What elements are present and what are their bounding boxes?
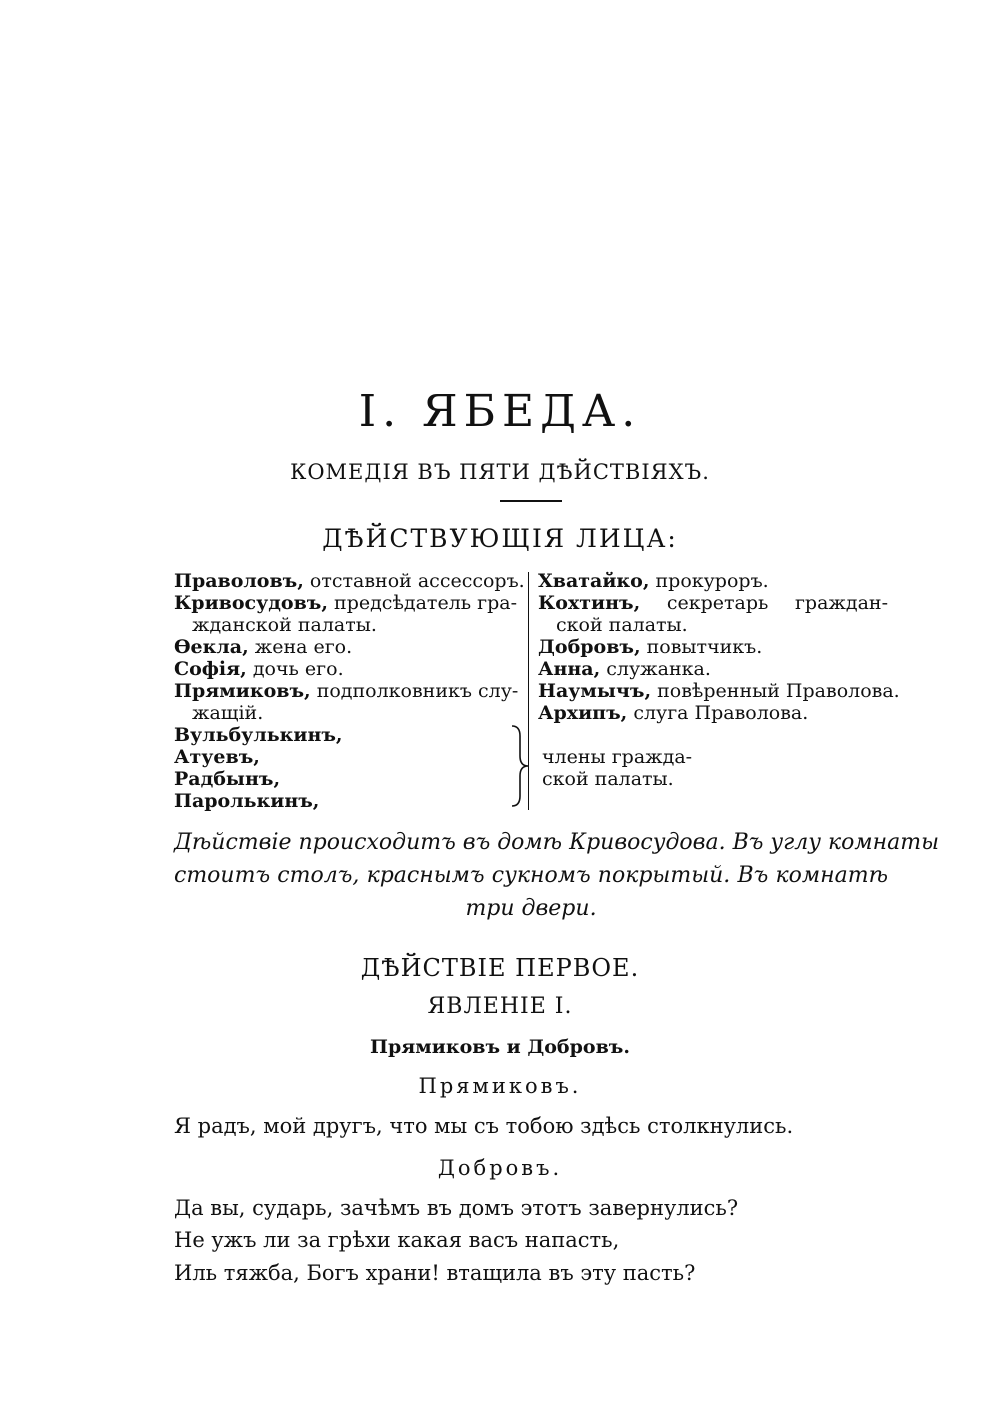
character-description: подполковникъ слу- (310, 680, 519, 702)
stage-direction-line: три двери. (465, 896, 597, 921)
character-name: Паролькинъ, (174, 790, 320, 812)
scene-characters: Прямиковъ и Добровъ. (370, 1036, 630, 1058)
character-name: Софія, (174, 658, 247, 680)
character-name: Ѳекла, (174, 636, 249, 658)
title-divider (500, 500, 562, 502)
character-name: Наумычъ, (538, 680, 652, 702)
stage-direction (174, 826, 940, 925)
member-names (174, 724, 343, 812)
play-subtitle: КОМЕДІЯ ВЪ ПЯТИ ДѢЙСТВІЯХЪ. (290, 460, 710, 484)
cast-entry (174, 592, 518, 614)
personae-heading: ДѢЙСТВУЮЩІЯ ЛИЦА: (322, 524, 678, 553)
character-description: повѣренный Праволова. (651, 680, 900, 702)
cast-entry (538, 592, 888, 614)
character-description: служанка. (600, 658, 711, 680)
cast-entry-continuation (174, 614, 514, 636)
character-description: секретарь граждан- (640, 592, 888, 614)
cast-entry (538, 570, 888, 592)
cast-entry (538, 702, 888, 724)
character-name: Радбынъ, (174, 768, 281, 790)
column-divider (528, 572, 529, 810)
verse-line: Да вы, сударь, зачѣмъ въ домъ этотъ завернулись? (174, 1196, 739, 1220)
cast-entry (538, 636, 888, 658)
character-description: ской палаты. (556, 614, 688, 636)
cast-entry-continuation (538, 614, 888, 636)
verse-line: Не ужъ ли за грѣхи какая васъ напасть, (174, 1228, 620, 1252)
character-description: прокуроръ. (649, 570, 769, 592)
character-name: Добровъ, (538, 636, 641, 658)
verse-line: Я радъ, мой другъ, что мы съ тобою здѣсь столкнулись. (174, 1114, 794, 1138)
character-name: Кохтинъ, (538, 592, 641, 614)
character-description: жащій. (192, 702, 264, 724)
speaker-name: Добровъ. (437, 1156, 563, 1180)
character-description: повытчикъ. (640, 636, 763, 658)
verse-line: Иль тяжба, Богъ храни! втащила въ эту пасть? (174, 1261, 696, 1285)
cast-entry (174, 658, 514, 680)
cast-entry (538, 658, 888, 680)
member-description-line: ской палаты. (542, 768, 674, 790)
character-name: Анна, (538, 658, 601, 680)
speaker-name: Прямиковъ. (418, 1074, 582, 1098)
character-description: жена его. (248, 636, 353, 658)
cast-entry (174, 570, 525, 592)
character-description: предсѣдатель гра- (328, 592, 518, 614)
member-description (542, 746, 692, 790)
character-name: Кривосудовъ, (174, 592, 328, 614)
character-name: Атуевъ, (174, 746, 260, 768)
member-description-line: члены гражда- (542, 746, 693, 768)
curly-brace-icon (506, 722, 536, 810)
character-name: Праволовъ, (174, 570, 304, 592)
cast-list-left (174, 570, 525, 724)
character-name: Хватайко, (538, 570, 650, 592)
cast-entry (174, 680, 519, 702)
stage-direction-line: Дѣйствіе происходитъ въ домѣ Кривосудова. Въ углу комнаты (174, 830, 940, 855)
character-description: отставной ассессоръ. (303, 570, 525, 592)
play-title: I. ЯБЕДА. (358, 386, 642, 437)
cast-entry-continuation (174, 702, 514, 724)
cast-entry (174, 636, 514, 658)
act-heading: ДѢЙСТВІЕ ПЕРВОЕ. (360, 954, 640, 982)
character-description: жданской палаты. (192, 614, 377, 636)
scene-heading: ЯВЛЕНІЕ I. (427, 994, 573, 1019)
character-description: слуга Праволова. (627, 702, 809, 724)
cast-list-right (538, 570, 900, 724)
cast-entry (538, 680, 900, 702)
court-members-group (174, 724, 693, 812)
character-name: Прямиковъ, (174, 680, 311, 702)
character-description: дочь его. (246, 658, 344, 680)
character-name: Вульбулькинъ, (174, 724, 343, 746)
stage-direction-line: стоитъ столъ, краснымъ сукномъ покрытый. Въ комнатѣ (174, 863, 888, 888)
character-name: Архипъ, (538, 702, 628, 724)
